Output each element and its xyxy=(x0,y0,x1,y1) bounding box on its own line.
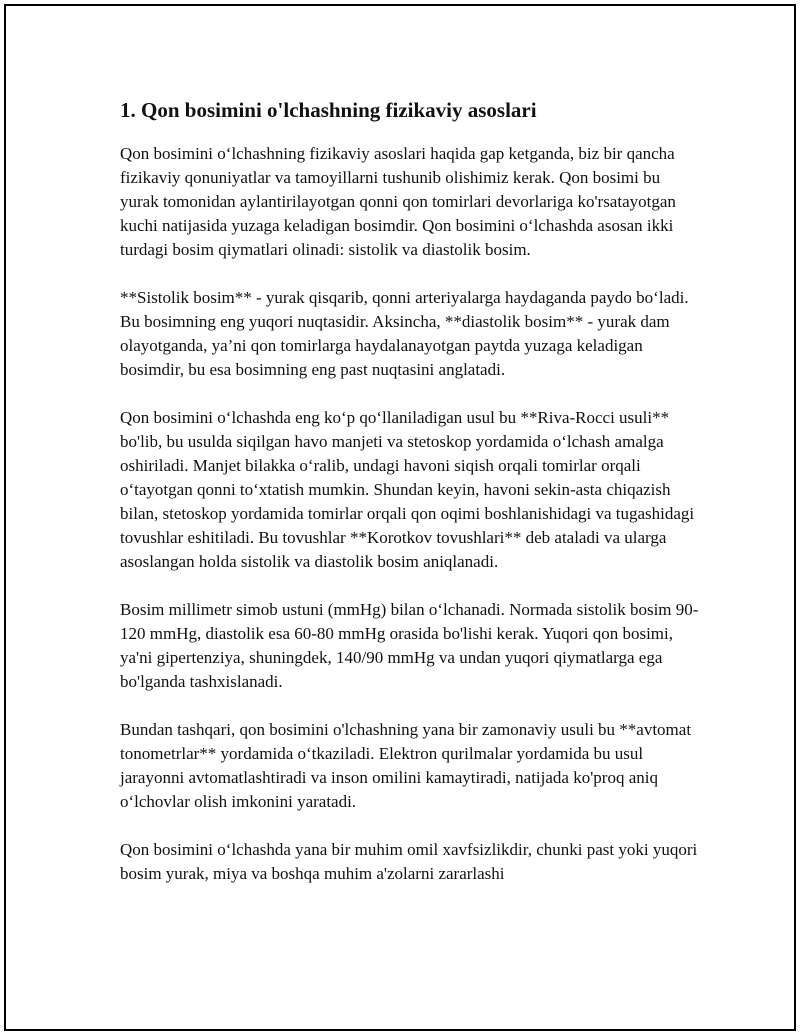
paragraph-intro: Qon bosimini o‘lchashning fizikaviy asoslari haqida gap ketganda, biz bir qancha fizikaviy qonuniyatlar va tamoyillarni tushunib olishimiz kerak. Qon bosimi bu yurak tomonidan aylantirilayotgan qonni qon tomirlari devorlariga ko'rsatayotgan kuchi natijasida yuzaga keladigan bosimdir. Qon bosimini o‘lchashda asosan ikki turdagi bosim qiymatlari olinadi: sistolik va diastolik bosim. xyxy=(120,144,676,259)
paragraph-safety: Qon bosimini o‘lchashda yana bir muhim omil xavfsizlikdir, chunki past yoki yuqori bosim yurak, miya va boshqa muhim a'zolarni zararlashi xyxy=(120,840,698,883)
paragraph-systolic-diastolic: **Sistolik bosim** - yurak qisqarib, qonni arteriyalarga haydaganda paydo bo‘ladi. Bu bosimning eng yuqori nuqtasidir. Aksincha, **diastolik bosim** - yurak dam olayotganda, ya’ni qon tomirlarga haydalanayotgan paytda yuzaga keladigan bosimdir, bu esa bosimning eng past nuqtasini anglatadi. xyxy=(120,288,689,379)
document-content xyxy=(120,96,700,910)
document-page xyxy=(4,4,796,1031)
paragraph-units-norms: Bosim millimetr simob ustuni (mmHg) bilan o‘lchanadi. Normada sistolik bosim 90-120 mmHg, diastolik esa 60-80 mmHg orasida bo'lishi kerak. Yuqori qon bosimi, ya'ni gipertenziya, shuningdek, 140/90 mmHg va undan yuqori qiymatlarga ega bo'lganda tashxislanadi. xyxy=(120,600,699,691)
section-heading: 1. Qon bosimini o'lchashning fizikaviy asoslari xyxy=(120,98,537,122)
paragraph-riva-rocci: Qon bosimini o‘lchashda eng ko‘p qo‘llaniladigan usul bu **Riva-Rocci usuli** bo'lib, bu usulda siqilgan havo manjeti va stetoskop yordamida o‘lchash amalga oshiriladi. Manjet bilakka o‘ralib, undagi havoni siqish orqali tomirlar orqali o‘tayotgan qonni to‘xtatish mumkin. Shundan keyin, havoni sekin-asta chiqazish bilan, stetoskop yordamida tomirlar orqali qon oqimi boshlanishidagi va tugashidagi tovushlar eshitiladi. Bu tovushlar **Korotkov tovushlari** deb ataladi va ularga asoslangan holda sistolik va diastolik bosim aniqlanadi. xyxy=(120,408,695,571)
paragraph-automatic-tonometers: Bundan tashqari, qon bosimini o'lchashning yana bir zamonaviy usuli bu **avtomat tonometrlar** yordamida o‘tkaziladi. Elektron qurilmalar yordamida bu usul jarayonni avtomatlashtiradi va inson omilini kamaytiradi, natijada ko'proq aniq o‘lchovlar olish imkonini yaratadi. xyxy=(120,720,692,811)
